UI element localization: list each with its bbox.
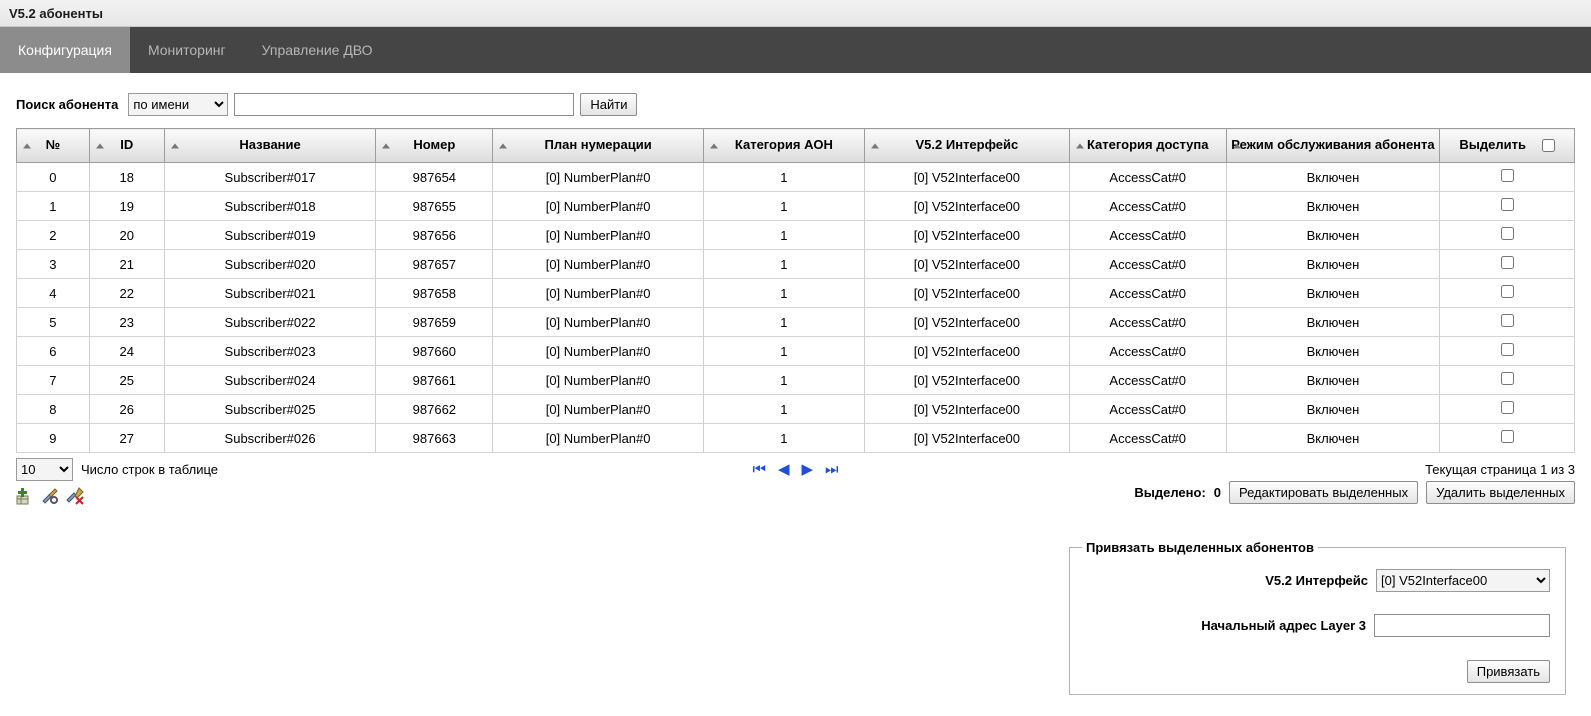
- tab-monitoring[interactable]: [130, 27, 244, 73]
- sort-ascending-icon: [710, 143, 718, 148]
- col-header-service-mode[interactable]: [1226, 129, 1440, 163]
- cell-number: 987660: [376, 337, 493, 366]
- cell-num: 3: [17, 250, 90, 279]
- layer3-address-input[interactable]: [1374, 614, 1550, 637]
- cell-num: 0: [17, 163, 90, 192]
- cell-id: 22: [89, 279, 164, 308]
- col-label: Номер: [413, 137, 456, 153]
- cell-mode: Включен: [1226, 395, 1440, 424]
- cell-mode: Включен: [1226, 163, 1440, 192]
- cell-iface: [0] V52Interface00: [864, 250, 1069, 279]
- col-label: План нумерации: [544, 137, 652, 153]
- cell-name: Subscriber#018: [164, 192, 376, 221]
- col-label: V5.2 Интерфейс: [915, 137, 1019, 153]
- cell-plan: [0] NumberPlan#0: [493, 308, 704, 337]
- cell-number: 987661: [376, 366, 493, 395]
- cell-plan: [0] NumberPlan#0: [493, 337, 704, 366]
- row-select-checkbox[interactable]: [1501, 372, 1514, 385]
- col-header-numbering-plan[interactable]: [493, 129, 704, 163]
- cell-select: [1440, 279, 1575, 308]
- cell-number: 987663: [376, 424, 493, 453]
- cell-aon: 1: [703, 192, 864, 221]
- cell-aon: 1: [703, 395, 864, 424]
- cell-num: 5: [17, 308, 90, 337]
- cell-iface: [0] V52Interface00: [864, 163, 1069, 192]
- cell-aon: 1: [703, 221, 864, 250]
- col-label: Выделить: [1459, 137, 1526, 153]
- col-header-select: [1440, 129, 1575, 163]
- cell-iface: [0] V52Interface00: [864, 308, 1069, 337]
- row-select-checkbox[interactable]: [1501, 343, 1514, 356]
- cell-access: AccessCat#0: [1069, 163, 1226, 192]
- table-toolbar: [0, 479, 1591, 507]
- table-row[interactable]: [17, 163, 1575, 192]
- current-page-text: Текущая страница 1 из 3: [1425, 461, 1575, 477]
- bind-button[interactable]: Привязать: [1467, 660, 1550, 683]
- first-page-icon[interactable]: ⏮: [752, 460, 766, 478]
- tab-label: Мониторинг: [147, 42, 226, 58]
- col-label: №: [45, 137, 61, 153]
- delete-selected-button[interactable]: Удалить выделенных: [1426, 481, 1575, 504]
- cell-mode: Включен: [1226, 192, 1440, 221]
- cell-iface: [0] V52Interface00: [864, 424, 1069, 453]
- sort-ascending-icon: [171, 143, 179, 148]
- col-label: Категория доступа: [1086, 137, 1209, 153]
- cell-plan: [0] NumberPlan#0: [493, 424, 704, 453]
- cell-name: Subscriber#019: [164, 221, 376, 250]
- cell-num: 4: [17, 279, 90, 308]
- cell-name: Subscriber#017: [164, 163, 376, 192]
- bind-subscribers-panel: [1069, 540, 1566, 695]
- cell-access: AccessCat#0: [1069, 221, 1226, 250]
- sort-ascending-icon: [382, 143, 390, 148]
- col-label: Название: [239, 137, 301, 153]
- cell-id: 25: [89, 366, 164, 395]
- cell-select: [1440, 221, 1575, 250]
- cell-select: [1440, 424, 1575, 453]
- table-body: [17, 163, 1575, 453]
- cell-name: Subscriber#026: [164, 424, 376, 453]
- cell-number: 987658: [376, 279, 493, 308]
- col-header-number[interactable]: [376, 129, 493, 163]
- table-row[interactable]: [17, 337, 1575, 366]
- bind-panel-legend: Привязать выделенных абонентов: [1086, 540, 1314, 555]
- col-label: ID: [120, 137, 134, 153]
- cell-number: 987659: [376, 308, 493, 337]
- cell-mode: Включен: [1226, 279, 1440, 308]
- table-row[interactable]: [17, 250, 1575, 279]
- search-mode-select[interactable]: [128, 93, 228, 116]
- cell-select: [1440, 366, 1575, 395]
- cell-name: Subscriber#022: [164, 308, 376, 337]
- cell-select: [1440, 192, 1575, 221]
- cell-num: 9: [17, 424, 90, 453]
- row-select-checkbox[interactable]: [1501, 169, 1514, 182]
- table-row[interactable]: [17, 221, 1575, 250]
- cell-access: AccessCat#0: [1069, 308, 1226, 337]
- tab-label: Конфигурация: [18, 42, 112, 58]
- row-select-checkbox[interactable]: [1501, 401, 1514, 414]
- col-header-aon-category[interactable]: [703, 129, 864, 163]
- cell-mode: Включен: [1226, 366, 1440, 395]
- cell-access: AccessCat#0: [1069, 366, 1226, 395]
- col-label: Режим обслуживания абонента: [1231, 137, 1435, 153]
- cell-name: Subscriber#023: [164, 337, 376, 366]
- cell-mode: Включен: [1226, 424, 1440, 453]
- cell-id: 27: [89, 424, 164, 453]
- cell-aon: 1: [703, 366, 864, 395]
- pagination-controls: [752, 462, 838, 477]
- cell-aon: 1: [703, 163, 864, 192]
- edit-selected-button[interactable]: Редактировать выделенных: [1229, 481, 1418, 504]
- cell-access: AccessCat#0: [1069, 250, 1226, 279]
- cell-access: AccessCat#0: [1069, 337, 1226, 366]
- cell-number: 987654: [376, 163, 493, 192]
- next-page-icon[interactable]: ▶: [801, 460, 814, 478]
- table-row[interactable]: [17, 395, 1575, 424]
- cell-plan: [0] NumberPlan#0: [493, 221, 704, 250]
- sort-ascending-icon: [1233, 143, 1241, 148]
- subscribers-table-wrap: [0, 128, 1591, 453]
- cell-mode: Включен: [1226, 308, 1440, 337]
- sort-ascending-icon: [23, 143, 31, 148]
- col-header-num[interactable]: [17, 129, 90, 163]
- delete-tool-icon[interactable]: [66, 487, 84, 505]
- layer3-address-label: Начальный адрес Layer 3: [1201, 618, 1366, 633]
- col-label: Категория АОН: [734, 137, 833, 153]
- cell-plan: [0] NumberPlan#0: [493, 250, 704, 279]
- cell-id: 24: [89, 337, 164, 366]
- cell-select: [1440, 163, 1575, 192]
- tab-konfiguraciya[interactable]: [0, 27, 130, 73]
- cell-aon: 1: [703, 250, 864, 279]
- cell-iface: [0] V52Interface00: [864, 395, 1069, 424]
- tab-upravlenie-dvo[interactable]: [244, 27, 391, 73]
- previous-page-icon[interactable]: ◀: [777, 460, 790, 478]
- cell-name: Subscriber#024: [164, 366, 376, 395]
- cell-access: AccessCat#0: [1069, 279, 1226, 308]
- cell-iface: [0] V52Interface00: [864, 366, 1069, 395]
- bind-interface-select[interactable]: [1376, 569, 1550, 592]
- cell-num: 2: [17, 221, 90, 250]
- row-select-checkbox[interactable]: [1501, 256, 1514, 269]
- cell-name: Subscriber#025: [164, 395, 376, 424]
- col-header-name[interactable]: [164, 129, 376, 163]
- cell-id: 19: [89, 192, 164, 221]
- table-row[interactable]: [17, 192, 1575, 221]
- row-select-checkbox[interactable]: [1501, 198, 1514, 211]
- table-row[interactable]: [17, 308, 1575, 337]
- cell-number: 987662: [376, 395, 493, 424]
- selected-count-value: 0: [1213, 485, 1222, 500]
- cell-mode: Включен: [1226, 221, 1440, 250]
- cell-aon: 1: [703, 337, 864, 366]
- cell-num: 7: [17, 366, 90, 395]
- cell-plan: [0] NumberPlan#0: [493, 279, 704, 308]
- cell-id: 23: [89, 308, 164, 337]
- sort-ascending-icon: [96, 143, 104, 148]
- row-select-checkbox[interactable]: [1501, 314, 1514, 327]
- cell-name: Subscriber#020: [164, 250, 376, 279]
- window-titlebar: [0, 0, 1591, 27]
- last-page-icon[interactable]: ⏭: [825, 460, 839, 478]
- cell-mode: Включен: [1226, 250, 1440, 279]
- table-header-row: [17, 129, 1575, 163]
- cell-aon: 1: [703, 279, 864, 308]
- sort-ascending-icon: [871, 143, 879, 148]
- find-button[interactable]: Найти: [580, 93, 637, 116]
- row-select-checkbox[interactable]: [1501, 227, 1514, 240]
- search-label: Поиск абонента: [16, 97, 119, 112]
- page-title: V5.2 абоненты: [9, 5, 103, 21]
- cell-iface: [0] V52Interface00: [864, 337, 1069, 366]
- table-row[interactable]: [17, 424, 1575, 453]
- subscribers-table: [16, 128, 1575, 453]
- cell-num: 1: [17, 192, 90, 221]
- cell-plan: [0] NumberPlan#0: [493, 163, 704, 192]
- cell-iface: [0] V52Interface00: [864, 279, 1069, 308]
- cell-number: 987657: [376, 250, 493, 279]
- rows-per-page-select[interactable]: [16, 458, 73, 481]
- select-all-checkbox[interactable]: [1542, 139, 1555, 152]
- cell-access: AccessCat#0: [1069, 192, 1226, 221]
- cell-iface: [0] V52Interface00: [864, 192, 1069, 221]
- col-header-id[interactable]: [89, 129, 164, 163]
- table-footer-row: [0, 453, 1591, 479]
- tab-label: Управление ДВО: [261, 42, 373, 58]
- rows-per-page-label: Число строк в таблице: [81, 461, 219, 477]
- add-subscriber-icon[interactable]: [16, 487, 34, 505]
- cell-id: 26: [89, 395, 164, 424]
- search-input[interactable]: [234, 93, 574, 116]
- cell-select: [1440, 250, 1575, 279]
- row-select-checkbox[interactable]: [1501, 430, 1514, 443]
- cell-iface: [0] V52Interface00: [864, 221, 1069, 250]
- cell-plan: [0] NumberPlan#0: [493, 366, 704, 395]
- cell-num: 8: [17, 395, 90, 424]
- cell-name: Subscriber#021: [164, 279, 376, 308]
- table-row[interactable]: [17, 366, 1575, 395]
- bind-interface-label: V5.2 Интерфейс: [1265, 573, 1368, 588]
- cell-mode: Включен: [1226, 337, 1440, 366]
- sort-ascending-icon: [499, 143, 507, 148]
- selection-actions: [1134, 481, 1575, 504]
- cell-aon: 1: [703, 308, 864, 337]
- cell-id: 20: [89, 221, 164, 250]
- cell-num: 6: [17, 337, 90, 366]
- tabbar: [0, 27, 1591, 73]
- cell-number: 987656: [376, 221, 493, 250]
- row-select-checkbox[interactable]: [1501, 285, 1514, 298]
- cell-number: 987655: [376, 192, 493, 221]
- col-header-access-category[interactable]: [1069, 129, 1226, 163]
- cell-aon: 1: [703, 424, 864, 453]
- cell-select: [1440, 337, 1575, 366]
- cell-plan: [0] NumberPlan#0: [493, 395, 704, 424]
- cell-access: AccessCat#0: [1069, 395, 1226, 424]
- tools-icon[interactable]: [41, 487, 59, 505]
- cell-id: 18: [89, 163, 164, 192]
- cell-id: 21: [89, 250, 164, 279]
- subscriber-search-row: [0, 73, 1591, 128]
- col-header-v52-interface[interactable]: [864, 129, 1069, 163]
- cell-select: [1440, 395, 1575, 424]
- selected-count-label: Выделено:: [1134, 485, 1206, 500]
- table-row[interactable]: [17, 279, 1575, 308]
- cell-access: AccessCat#0: [1069, 424, 1226, 453]
- cell-select: [1440, 308, 1575, 337]
- cell-plan: [0] NumberPlan#0: [493, 192, 704, 221]
- sort-ascending-icon: [1076, 143, 1084, 148]
